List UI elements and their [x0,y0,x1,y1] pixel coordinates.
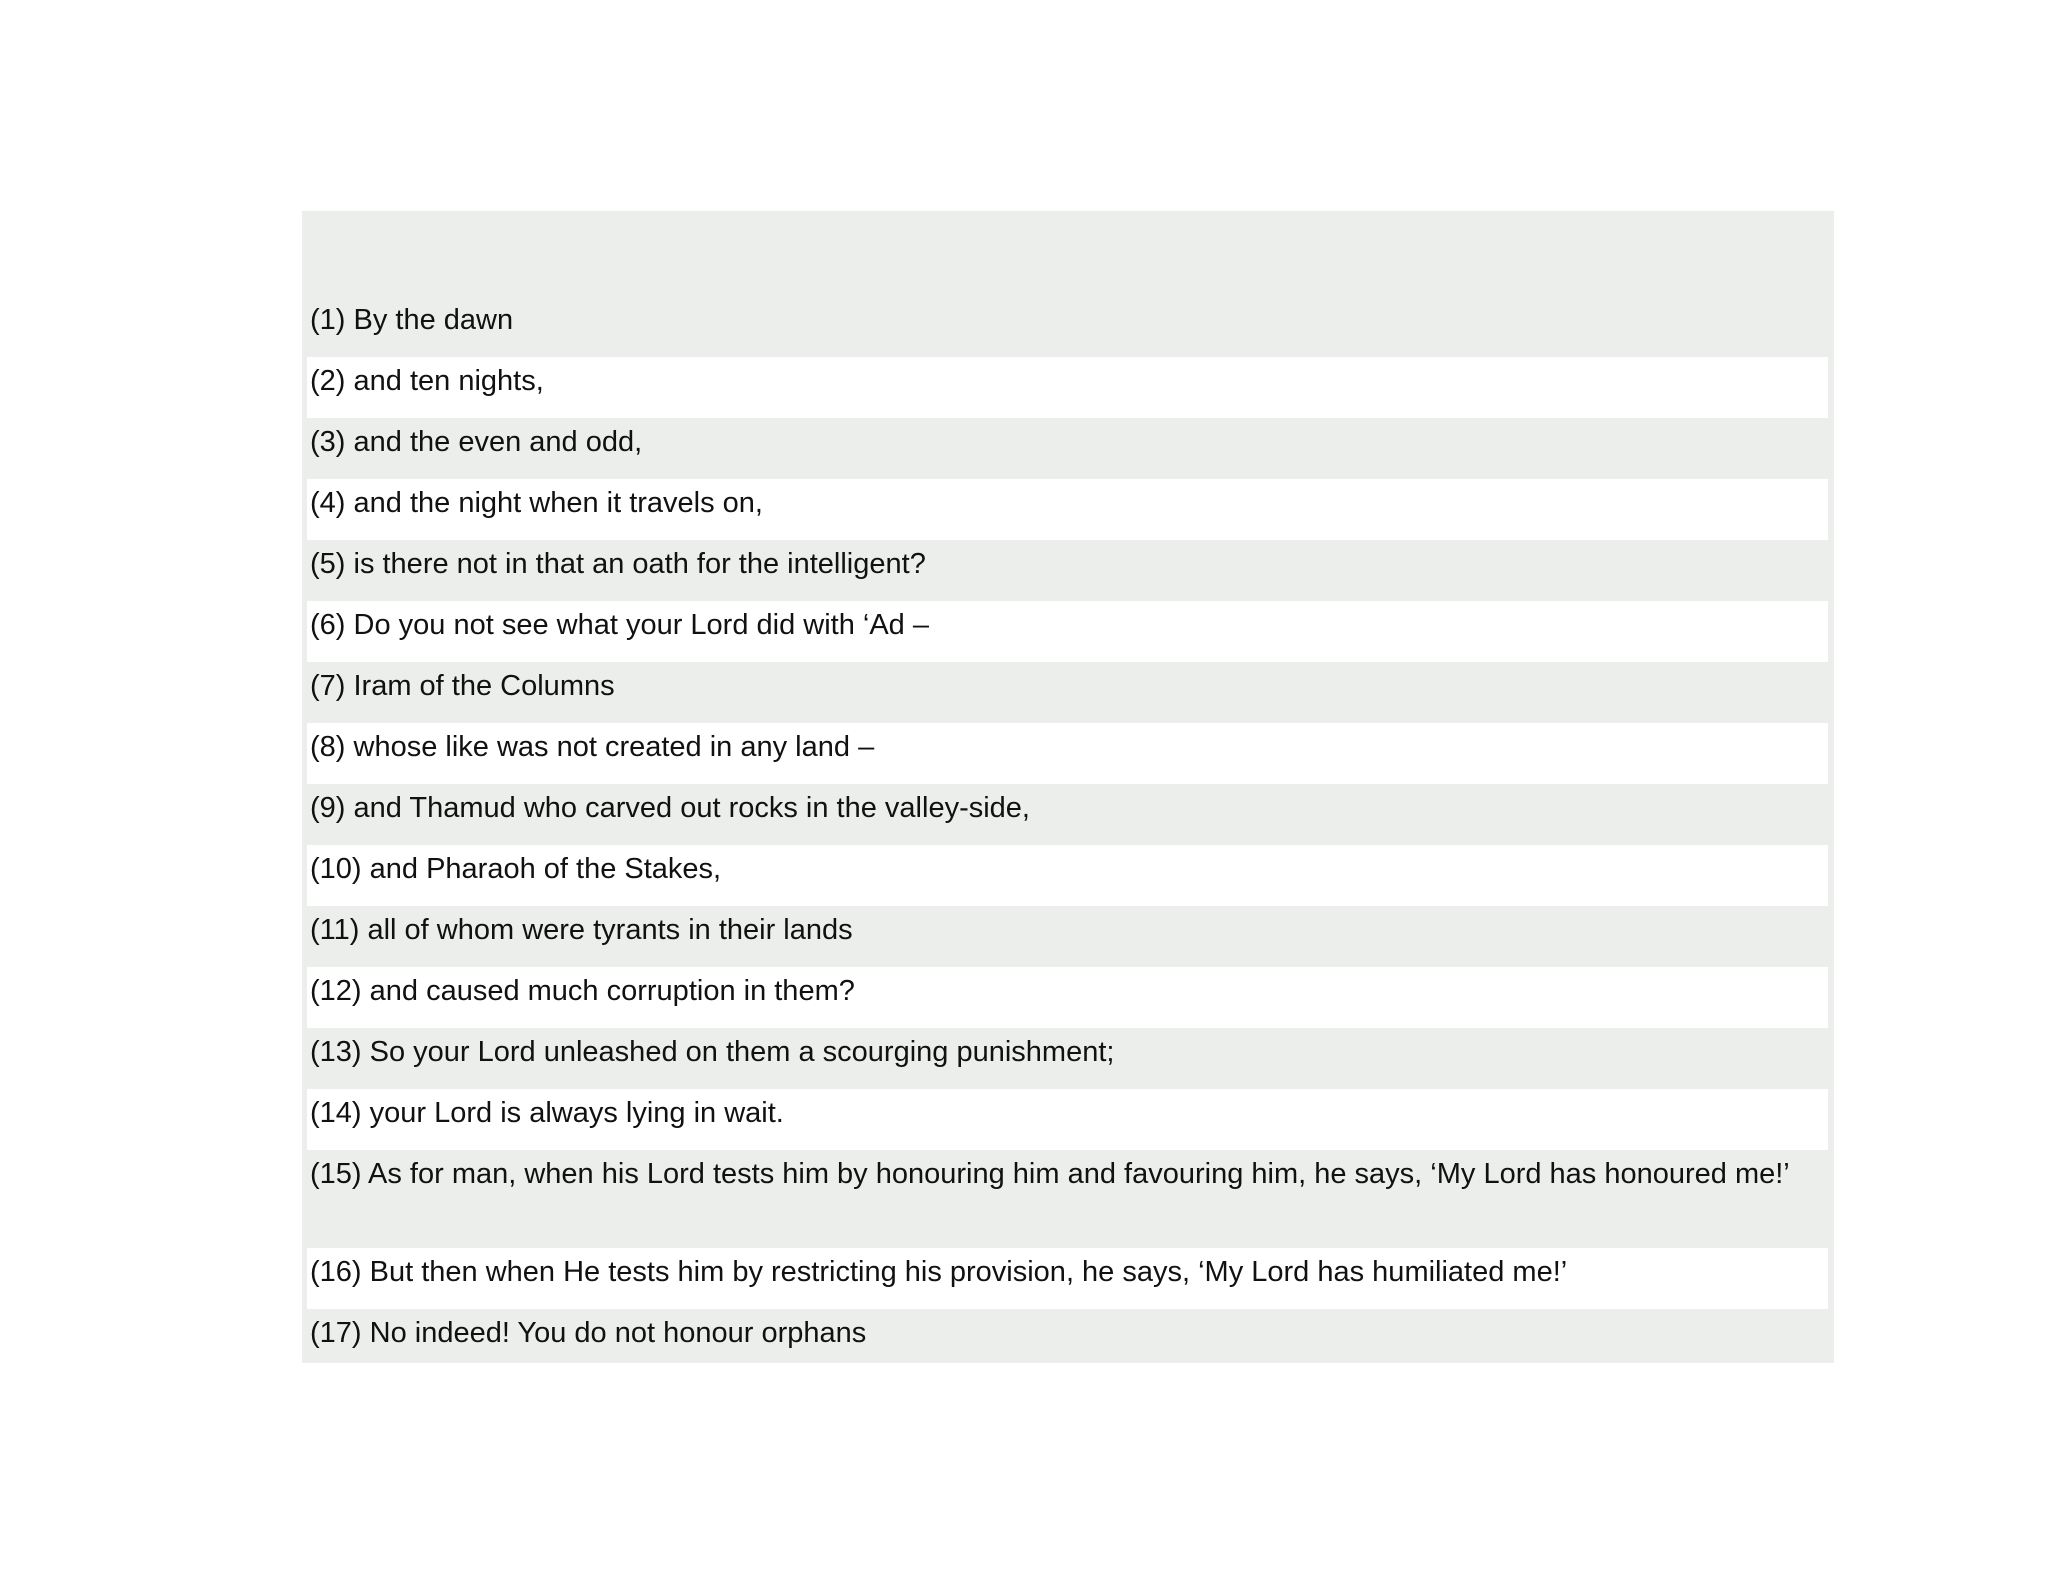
verse-row: (17) No indeed! You do not honour orphans [310,1317,867,1349]
verse-row: (7) Iram of the Columns [310,670,615,702]
verse-list [307,296,1828,1370]
verse-row: (4) and the night when it travels on, [307,479,1828,540]
verse-row: (9) and Thamud who carved out rocks in the valley-side, [310,792,1030,824]
verse-row: (11) all of whom were tyrants in their lands [310,914,853,946]
verse-row: (6) Do you not see what your Lord did with ‘Ad – [307,601,1828,662]
verse-row: (1) By the dawn [310,304,514,336]
verse-row: (15) As for man, when his Lord tests him by honouring him and favouring him, he says, ‘My Lord has honoured me!’ [310,1158,1790,1190]
verse-row: (8) whose like was not created in any land – [307,723,1828,784]
verse-row: (10) and Pharaoh of the Stakes, [307,845,1828,906]
verse-row: (13) So your Lord unleashed on them a scourging punishment; [310,1036,1115,1068]
verse-row: (14) your Lord is always lying in wait. [307,1089,1828,1150]
verse-row: (3) and the even and odd, [310,426,643,458]
verse-row: (5) is there not in that an oath for the intelligent? [310,548,926,580]
verse-panel [302,211,1834,1363]
verse-row: (16) But then when He tests him by restricting his provision, he says, ‘My Lord has humiliated me!’ [307,1248,1828,1309]
verse-row: (12) and caused much corruption in them? [307,967,1828,1028]
verse-row: (2) and ten nights, [307,357,1828,418]
